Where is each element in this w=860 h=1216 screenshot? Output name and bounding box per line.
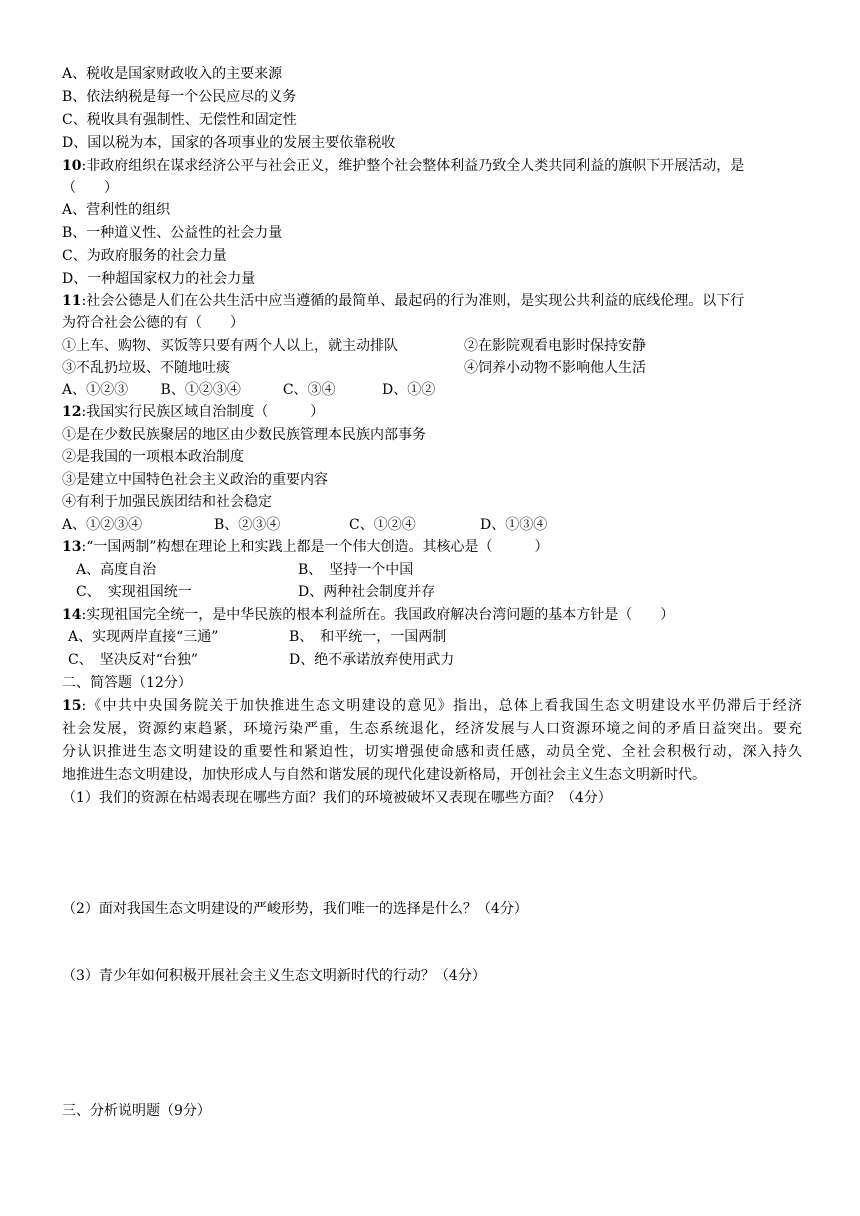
q11-item-row2 [62,358,646,378]
q11-item-row1 [62,336,646,356]
q15-line-1-text: :《中共中央国务院关于加快推进生态文明建设的意见》指出，总体上看我国生态文明建设水平仍滞后于经济 [81,698,802,714]
q12-item-3: ③是建立中国特色社会主义政治的重要内容 [62,472,328,488]
q11-number: 11 [62,293,82,309]
q14-option-b: B、 和平统一，一国两制 [289,629,447,645]
q12-option-a: A、①②③④ [62,517,143,533]
q10-option-b: B、一种道义性、公益性的社会力量 [62,225,283,241]
q12-stem-text: :我国实行民族区域自治制度（ ） [81,404,325,420]
q11-item-3: ③不乱扔垃圾、不随地吐痰 [62,360,230,376]
q11-item-2: ②在影院观看电影时保持安静 [464,338,646,354]
q14-number: 14 [62,607,82,623]
q11-item-1: ①上车、购物、买饭等只要有两个人以上，就主动排队 [62,338,398,354]
q11-item-4: ④饲养小动物不影响他人生活 [464,360,646,376]
q12-item-4: ④有利于加强民族团结和社会稳定 [62,494,272,510]
q12-option-b: B、②③④ [214,517,281,533]
q10-option-d: D、一种超国家权力的社会力量 [62,271,256,287]
q10-stem-text: :非政府组织在谋求经济公平与社会正义，维护整个社会整体利益乃致全人类共同利益的旗帜下开展活动，是 [81,158,745,174]
q15-line-4: 地推进生态文明建设，加快形成人与自然和谐发展的现代化建设新格局，开创社会主义生态文明新时代。 [62,767,706,783]
q15-sub-1: （1）我们的资源在枯竭表现在哪些方面？我们的环境被破坏又表现在哪些方面？（4分） [62,790,612,806]
q14-stem-text: :实现祖国完全统一，是中华民族的根本利益所在。我国政府解决台湾问题的基本方针是（ ） [81,607,675,623]
q10-option-a: A、营利性的组织 [62,202,171,218]
q12-item-2: ②是我国的一项根本政治制度 [62,449,244,465]
q13-option-d: D、两种社会制度并存 [298,584,436,600]
q13-stem-text: :“一国两制”构想在理论上和实践上都是一个伟大创造。其核心是（ ） [81,539,549,555]
q14-option-d: D、绝不承诺放弃使用武力 [289,652,455,668]
q11-stem-cont: 为符合社会公德的有（ ） [62,315,244,331]
q15-sub-3: （3）青少年如何积极开展社会主义生态文明新时代的行动？（4分） [62,968,486,984]
q9-option-a: A、税收是国家财政收入的主要来源 [62,66,283,82]
q14-option-a: A、实现两岸直接“三通” [68,629,219,645]
q12-stem [62,402,324,422]
q12-number: 12 [62,404,82,420]
q13-option-a: A、高度自治 [76,562,157,578]
q14-options-row1 [68,627,447,647]
q11-stem-text: :社会公德是人们在公共生活中应当遵循的最简单、最起码的行为准则，是实现公共利益的底线伦理。以下行 [81,293,745,309]
q13-option-b: B、 坚持一个中国 [298,562,414,578]
q13-stem [62,537,549,557]
q11-options: A、①②③ B、①②③④ C、③④ D、①② [62,382,436,398]
q13-options-row2 [76,582,436,602]
q15-line-3: 分认识推进生态文明建设的重要性和紧迫性，切实增强使命感和责任感，动员全党、全社会积极行动，深入持久 [62,744,802,760]
q13-options-row1 [76,560,414,580]
q10-stem [62,156,744,176]
section-2-title: 二、简答题（12分） [62,675,192,691]
q9-option-b: B、依法纳税是每一个公民应尽的义务 [62,89,297,105]
q15-number: 15 [62,698,82,714]
q12-option-c: C、①②④ [349,517,416,533]
q13-option-c: C、 实现祖国统一 [76,584,192,600]
q15-sub-2: （2）面对我国生态文明建设的严峻形势，我们唯一的选择是什么？（4分） [62,901,528,917]
q14-option-c: C、 坚决反对“台独” [68,652,199,668]
q9-option-d: D、国以税为本，国家的各项事业的发展主要依靠税收 [62,135,396,151]
q11-stem [62,291,744,311]
q13-number: 13 [62,539,82,555]
q15-line-1 [62,696,802,716]
q9-option-c: C、税收具有强制性、无偿性和固定性 [62,112,297,128]
q15-line-2: 社会发展，资源约束趋紧，环境污染严重，生态系统退化，经济发展与人口资源环境之间的矛盾日益突出。要充 [62,721,802,737]
q14-stem [62,605,674,625]
q10-stem-cont: （ ） [62,180,118,196]
q12-options [62,515,548,535]
q12-option-d: D、①③④ [480,517,548,533]
section-3-title: 三、分析说明题（9分） [62,1103,211,1119]
q10-option-c: C、为政府服务的社会力量 [62,248,227,264]
q10-number: 10 [62,158,82,174]
q14-options-row2 [68,650,455,670]
q12-item-1: ①是在少数民族聚居的地区由少数民族管理本民族内部事务 [62,427,426,443]
